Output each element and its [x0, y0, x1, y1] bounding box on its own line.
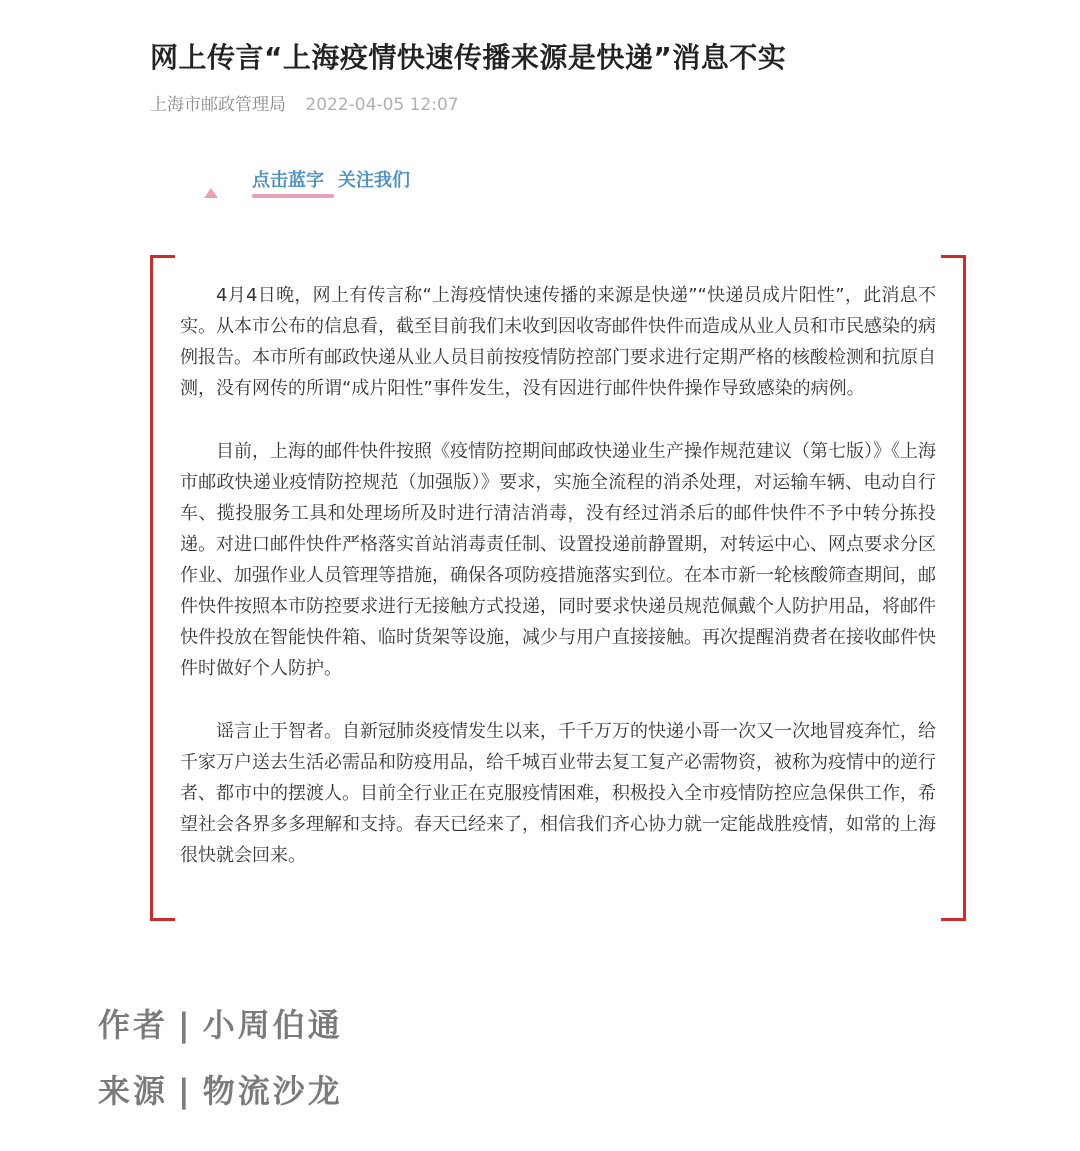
author-separator: | — [178, 1006, 193, 1044]
right-bracket-decoration — [941, 255, 966, 921]
follow-banner-underline — [252, 194, 334, 198]
article-body — [180, 280, 936, 903]
follow-banner-right: 关注我们 — [338, 170, 410, 191]
author-line — [98, 1000, 343, 1046]
author-label: 作者 — [98, 1006, 169, 1044]
follow-banner[interactable] — [200, 166, 460, 206]
source-label: 来源 — [98, 1072, 169, 1110]
article-title: 网上传言“上海疫情快速传播来源是快递”消息不实 — [150, 41, 787, 74]
body-paragraph: 4月4日晚，网上有传言称“上海疫情快速传播的来源是快递”“快递员成片阳性”，此消息不实。从本市公布的信息看，截至目前我们未收到因收寄邮件快件而造成从业人员和市民感染的病例报告。本市所有邮政快递从业人员目前按疫情防控部门要求进行定期严格的核酸检测和抗原自测，没有网传的所谓“成片阳性”事件发生，没有因进行邮件快件操作导致感染的病例。 — [180, 285, 936, 399]
follow-banner-text — [252, 166, 410, 192]
follow-banner-left: 点击蓝字 — [252, 170, 324, 191]
source-name: 物流沙龙 — [202, 1072, 343, 1110]
source-line — [98, 1066, 343, 1112]
publish-datetime: 2022-04-05 12:07 — [305, 95, 459, 115]
author-name: 小周伯通 — [202, 1006, 343, 1044]
source-separator: | — [178, 1072, 193, 1110]
triangle-icon — [204, 188, 218, 198]
account-name[interactable]: 上海市邮政管理局 — [150, 95, 286, 115]
body-paragraph: 谣言止于智者。自新冠肺炎疫情发生以来，千千万万的快递小哥一次又一次地冒疫奔忙，给千家万户送去生活必需品和防疫用品，给千城百业带去复工复产必需物资，被称为疫情中的逆行者、都市中的摆渡人。目前全行业正在克服疫情困难，积极投入全市疫情防控应急保供工作，希望社会各界多多理解和支持。春天已经来了，相信我们齐心协力就一定能战胜疫情，如常的上海很快就会回来。 — [180, 721, 936, 866]
article-meta — [150, 90, 459, 115]
left-bracket-decoration — [150, 255, 175, 921]
body-paragraph: 目前，上海的邮件快件按照《疫情防控期间邮政快递业生产操作规范建议（第七版）》《上海市邮政快递业疫情防控规范（加强版）》要求，实施全流程的消杀处理，对运输车辆、电动自行车、揽投服务工具和处理场所及时进行清洁消毒，没有经过消杀后的邮件快件不予中转分拣投递。对进口邮件快件严格落实首站消毒责任制、设置投递前静置期，对转运中心、网点要求分区作业、加强作业人员管理等措施，确保各项防疫措施落实到位。在本市新一轮核酸筛查期间，邮件快件按照本市防控要求进行无接触方式投递，同时要求快递员规范佩戴个人防护用品，将邮件快件投放在智能快件箱、临时货架等设施，减少与用户直接接触。再次提醒消费者在接收邮件快件时做好个人防护。 — [180, 441, 936, 679]
